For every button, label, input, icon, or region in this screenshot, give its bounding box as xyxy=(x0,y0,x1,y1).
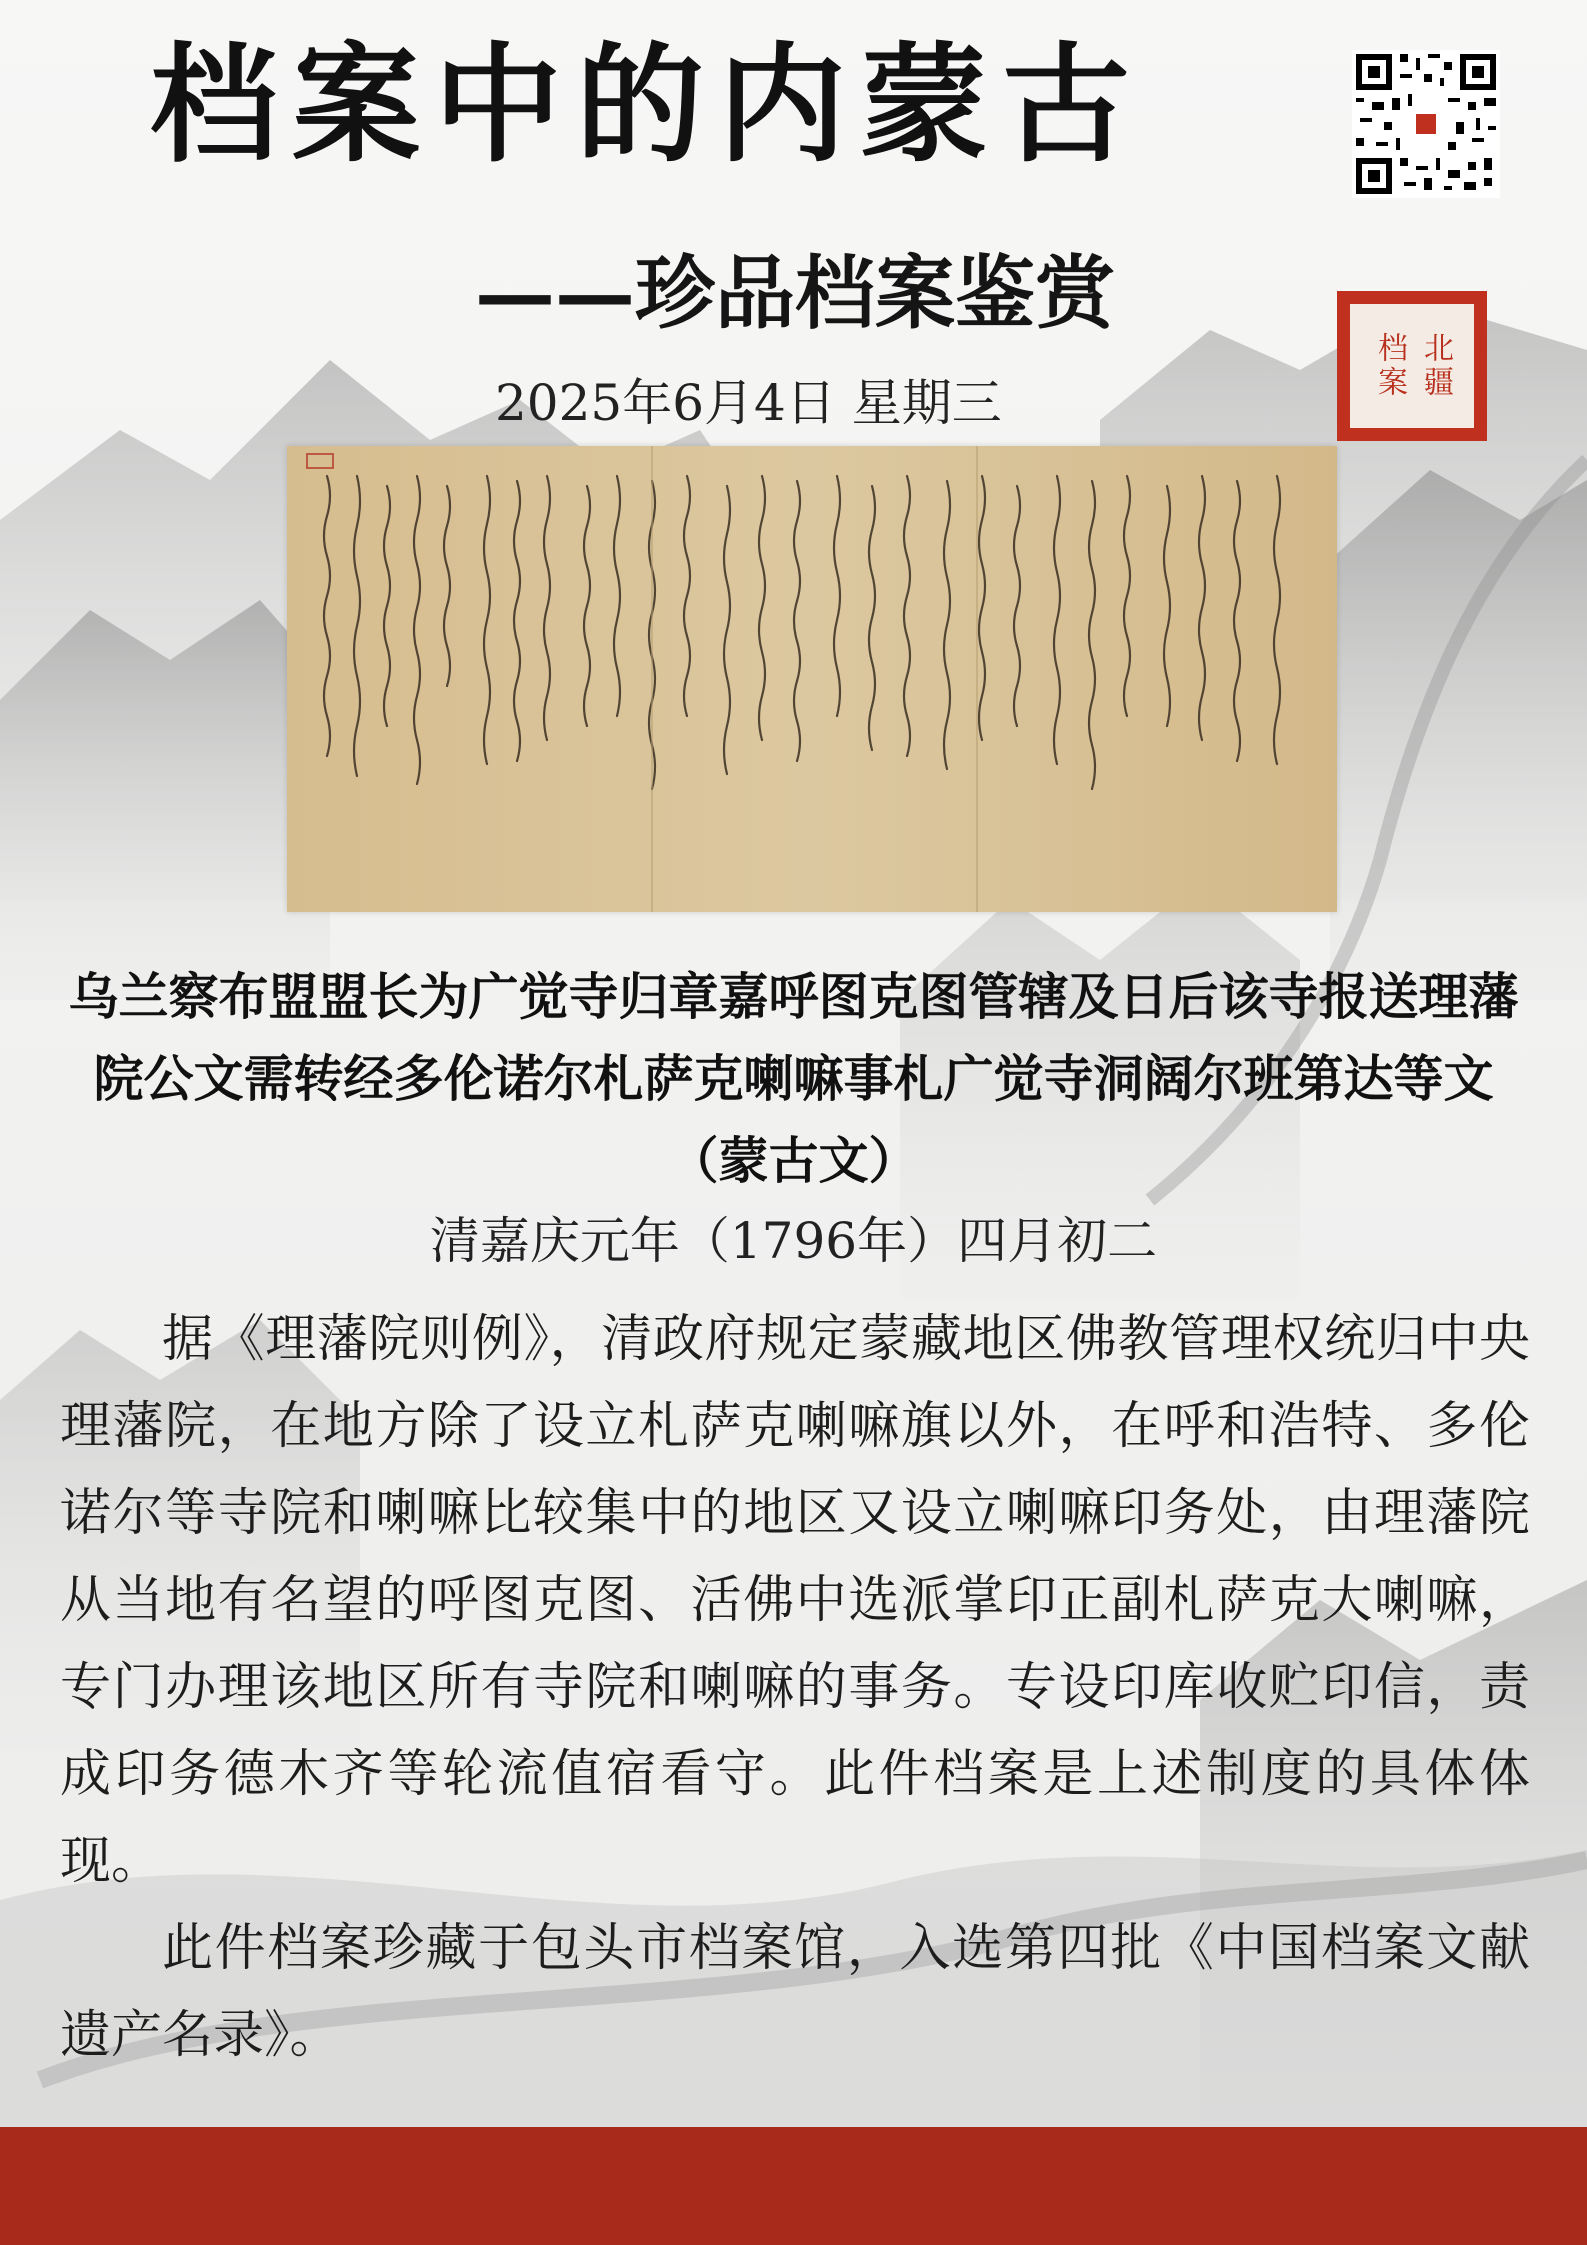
page-title: 档案中的内蒙古 xyxy=(150,30,1145,180)
footer-bar xyxy=(0,2127,1587,2245)
description-paragraph: 据《理藩院则例》，清政府规定蒙藏地区佛教管理权统归中央理藩院，在地方除了设立札萨克喇嘛旗以外，在呼和浩特、多伦诺尔等寺院和喇嘛比较集中的地区又设立喇嘛印务处，由理藩院从当地有名望的呼图克图、活佛中选派掌印正副札萨克大喇嘛，专门办理该地区所有寺院和喇嘛的事务。专设印库收贮印信，责成印务德木齐等轮流值宿看守。此件档案是上述制度的具体体现。 xyxy=(60,1310,1530,1891)
document-title: 乌兰察布盟盟长为广觉寺归章嘉呼图克图管辖及日后该寺报送理藩院公文需转经多伦诺尔札萨克喇嘛事札广觉寺洞阔尔班第达等文（蒙古文） xyxy=(68,967,1519,1190)
qr-code-icon xyxy=(1352,50,1500,198)
seal-text-right: 北疆 xyxy=(1418,332,1453,400)
document-description xyxy=(60,1296,1530,2079)
seal-text-left: 档案 xyxy=(1372,332,1407,400)
page-subtitle: ——珍品档案鉴赏 xyxy=(475,246,1115,340)
document-scan-icon xyxy=(287,446,1337,912)
issue-date: 2025年6月4日 星期三 xyxy=(495,374,1002,432)
archive-seal-icon xyxy=(1337,291,1487,441)
mongolian-script-document-image xyxy=(287,446,1337,912)
document-date: 清嘉庆元年（1796年）四月初二 xyxy=(429,1212,1158,1270)
description-paragraph: 此件档案珍藏于包头市档案馆，入选第四批《中国档案文献遗产名录》。 xyxy=(60,1919,1530,2065)
